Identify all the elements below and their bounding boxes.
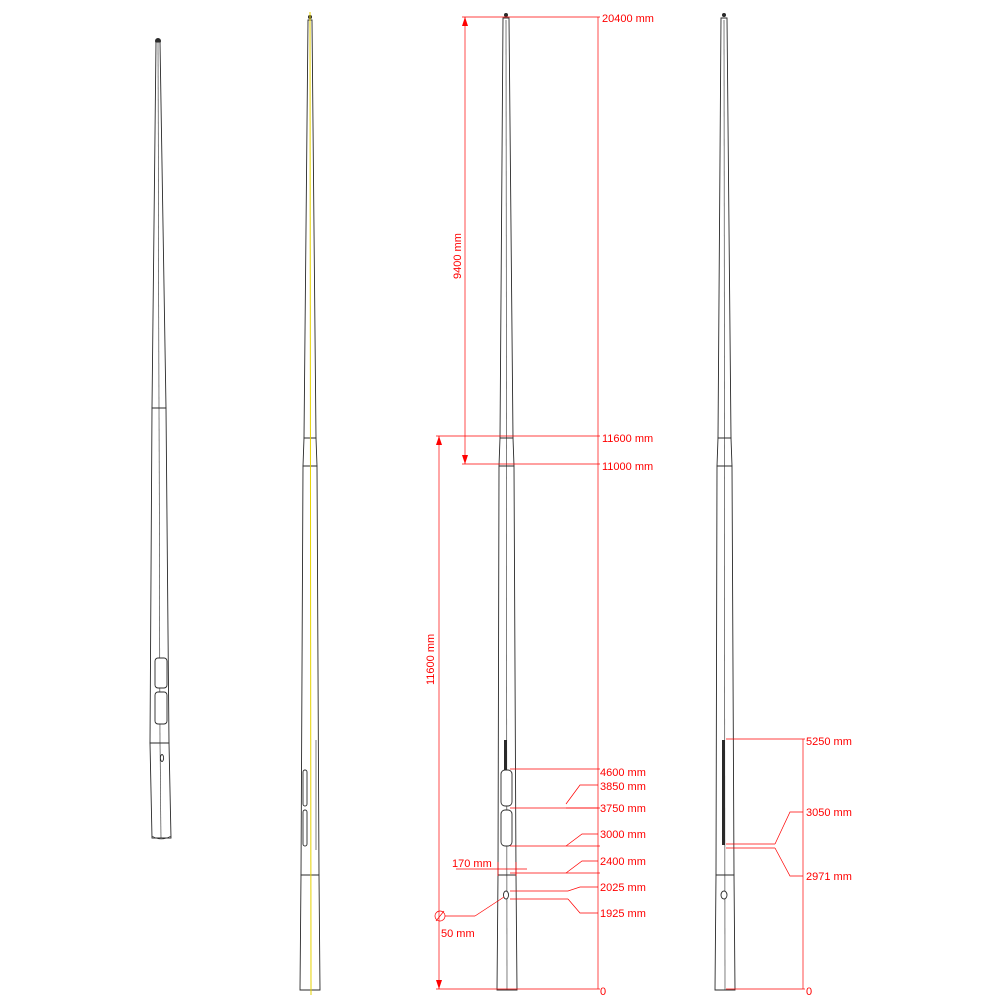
access-door-upper bbox=[303, 770, 307, 806]
label-base-joint: 2400 mm bbox=[600, 856, 646, 868]
label-width: 170 mm bbox=[452, 858, 492, 870]
access-door-lower bbox=[303, 810, 307, 846]
cable-slot bbox=[722, 740, 725, 845]
cable-entry-hole bbox=[160, 755, 163, 762]
label-hole-top: 2025 mm bbox=[600, 882, 646, 894]
label-joint-top: 11600 mm bbox=[602, 433, 654, 445]
pole-side-view-axis bbox=[300, 12, 320, 995]
label-slot-b: 2971 mm bbox=[806, 871, 852, 883]
access-door-lower bbox=[155, 692, 167, 724]
label-ground: 0 bbox=[806, 986, 813, 998]
front-view-labels bbox=[425, 13, 654, 998]
pole-perspective-view bbox=[150, 38, 171, 839]
access-door-upper bbox=[155, 658, 167, 688]
label-ground: 0 bbox=[600, 986, 607, 998]
label-door-b: 3750 mm bbox=[600, 803, 646, 815]
access-door-lower bbox=[501, 810, 512, 846]
pole-base-section bbox=[300, 875, 320, 990]
cable-slot bbox=[504, 740, 507, 770]
label-joint-bottom: 11000 mm bbox=[602, 461, 654, 473]
label-door-a: 3850 mm bbox=[600, 781, 646, 793]
access-door-upper bbox=[501, 770, 512, 806]
side-view-labels bbox=[806, 736, 852, 998]
label-hole-bottom: 1925 mm bbox=[600, 908, 646, 920]
label-slot-a: 3050 mm bbox=[806, 807, 852, 819]
label-span-upper: 9400 mm bbox=[452, 233, 464, 279]
side-view-dimensions bbox=[726, 739, 805, 989]
label-height-top: 20400 mm bbox=[602, 13, 654, 25]
label-door-top: 4600 mm bbox=[600, 767, 646, 779]
cable-entry-hole bbox=[721, 891, 727, 899]
label-span-lower: 11600 mm bbox=[425, 633, 437, 685]
front-view-dimensions bbox=[435, 17, 600, 989]
pole-front-view bbox=[497, 13, 517, 990]
pole-side-view-slot bbox=[715, 13, 735, 990]
label-slot-top: 5250 mm bbox=[806, 736, 852, 748]
cable-entry-hole bbox=[504, 891, 509, 899]
label-door-bottom: 3000 mm bbox=[600, 829, 646, 841]
label-hole-diameter: 50 mm bbox=[441, 928, 475, 940]
